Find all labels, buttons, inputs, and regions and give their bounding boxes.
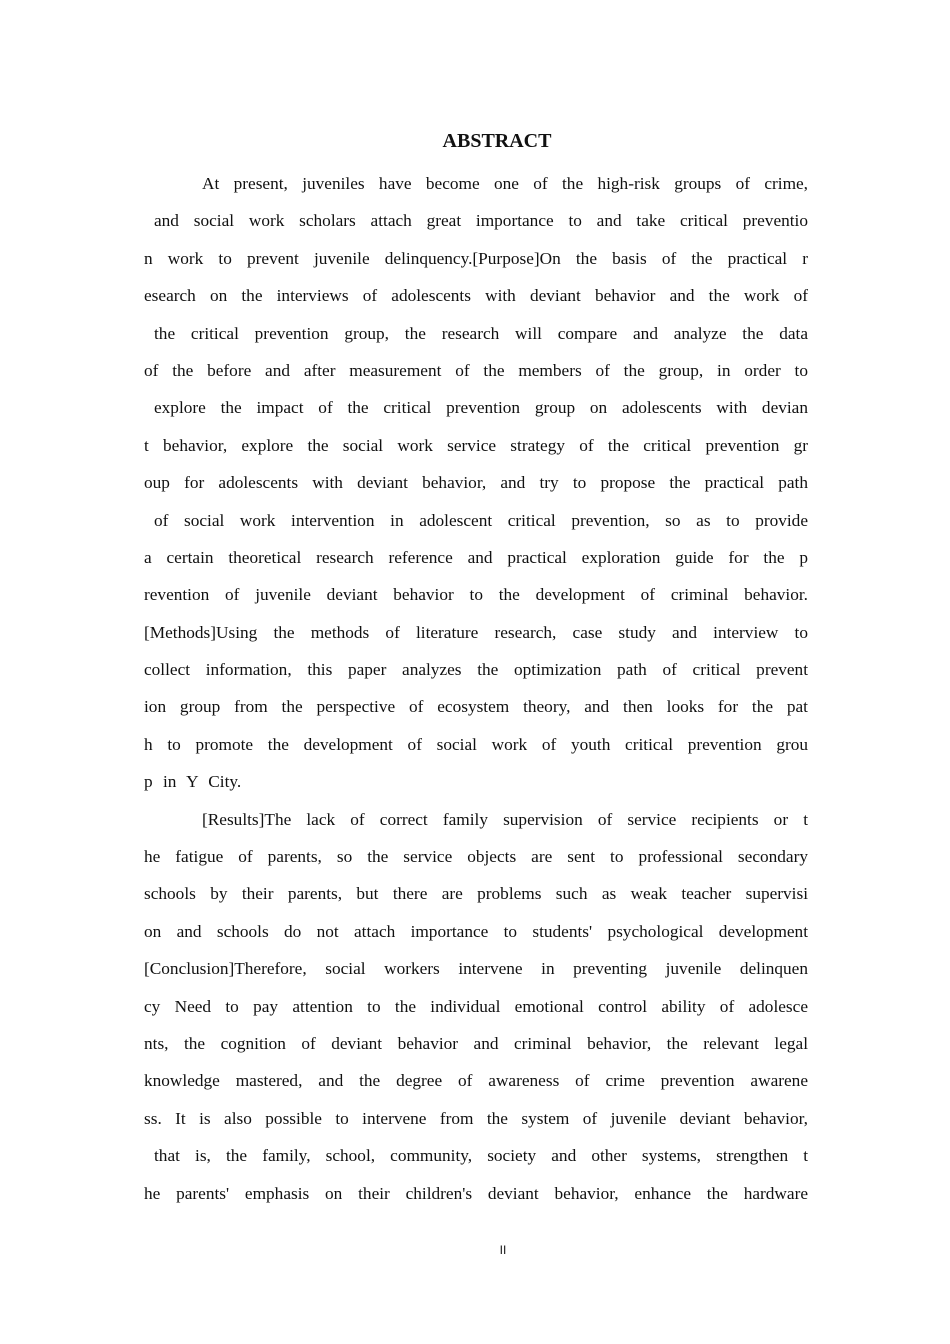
text-line: oup for adolescents with deviant behavior, and try to propose the practical path — [144, 473, 808, 493]
text-line: nts, the cognition of deviant behavior and criminal behavior, the relevant legal — [144, 1033, 808, 1053]
text-line: of the before and after measurement of the members of the group, in order to — [144, 360, 808, 380]
text-line: of social work intervention in adolescent critical prevention, so as to provide — [154, 510, 808, 530]
text-line: schools by their parents, but there are problems such as weak teacher supervisi — [144, 884, 808, 904]
text-line: p in Y City. — [144, 772, 242, 792]
text-line: he parents' emphasis on their children's deviant behavior, enhance the hardware — [144, 1183, 808, 1203]
text-line: h to promote the development of social work of youth critical prevention grou — [144, 734, 808, 754]
abstract-body — [144, 171, 808, 1218]
text-line: [Methods]Using the methods of literature research, case study and interview to — [144, 622, 808, 642]
text-line: t behavior, explore the social work service strategy of the critical prevention gr — [144, 435, 808, 455]
abstract-title: ABSTRACT — [442, 130, 552, 152]
text-line: At present, juveniles have become one of the high-risk groups of crime, — [202, 174, 808, 193]
text-line: the critical prevention group, the research will compare and analyze the data — [154, 323, 808, 343]
text-line: esearch on the interviews of adolescents with deviant behavior and the work of — [144, 286, 808, 306]
text-line: [Conclusion]Therefore, social workers intervene in preventing juvenile delinquen — [144, 959, 808, 979]
text-line: on and schools do not attach importance to students' psychological development — [144, 921, 808, 941]
text-line: he fatigue of parents, so the service objects are sent to professional secondary — [144, 847, 808, 867]
text-line: cy Need to pay attention to the individual emotional control ability of adolesce — [144, 996, 808, 1016]
text-line: collect information, this paper analyzes the optimization path of critical prevent — [144, 660, 808, 680]
text-line: knowledge mastered, and the degree of awareness of crime prevention awarene — [144, 1071, 808, 1091]
text-line: explore the impact of the critical prevention group on adolescents with devian — [154, 398, 808, 418]
page-number: II — [499, 1243, 507, 1257]
text-line: ss. It is also possible to intervene from the system of juvenile deviant behavior, — [144, 1108, 808, 1128]
text-line: n work to prevent juvenile delinquency.[Purpose]On the basis of the practical r — [144, 248, 808, 268]
text-line: a certain theoretical research reference and practical exploration guide for the p — [144, 547, 808, 567]
text-line: and social work scholars attach great importance to and take critical preventio — [154, 211, 808, 231]
text-line: ion group from the perspective of ecosystem theory, and then looks for the pat — [144, 697, 808, 717]
text-line: [Results]The lack of correct family supervision of service recipients or t — [202, 809, 808, 829]
text-line: revention of juvenile deviant behavior to the development of criminal behavior. — [144, 585, 808, 605]
text-line: that is, the family, school, community, society and other systems, strengthen t — [154, 1146, 808, 1166]
